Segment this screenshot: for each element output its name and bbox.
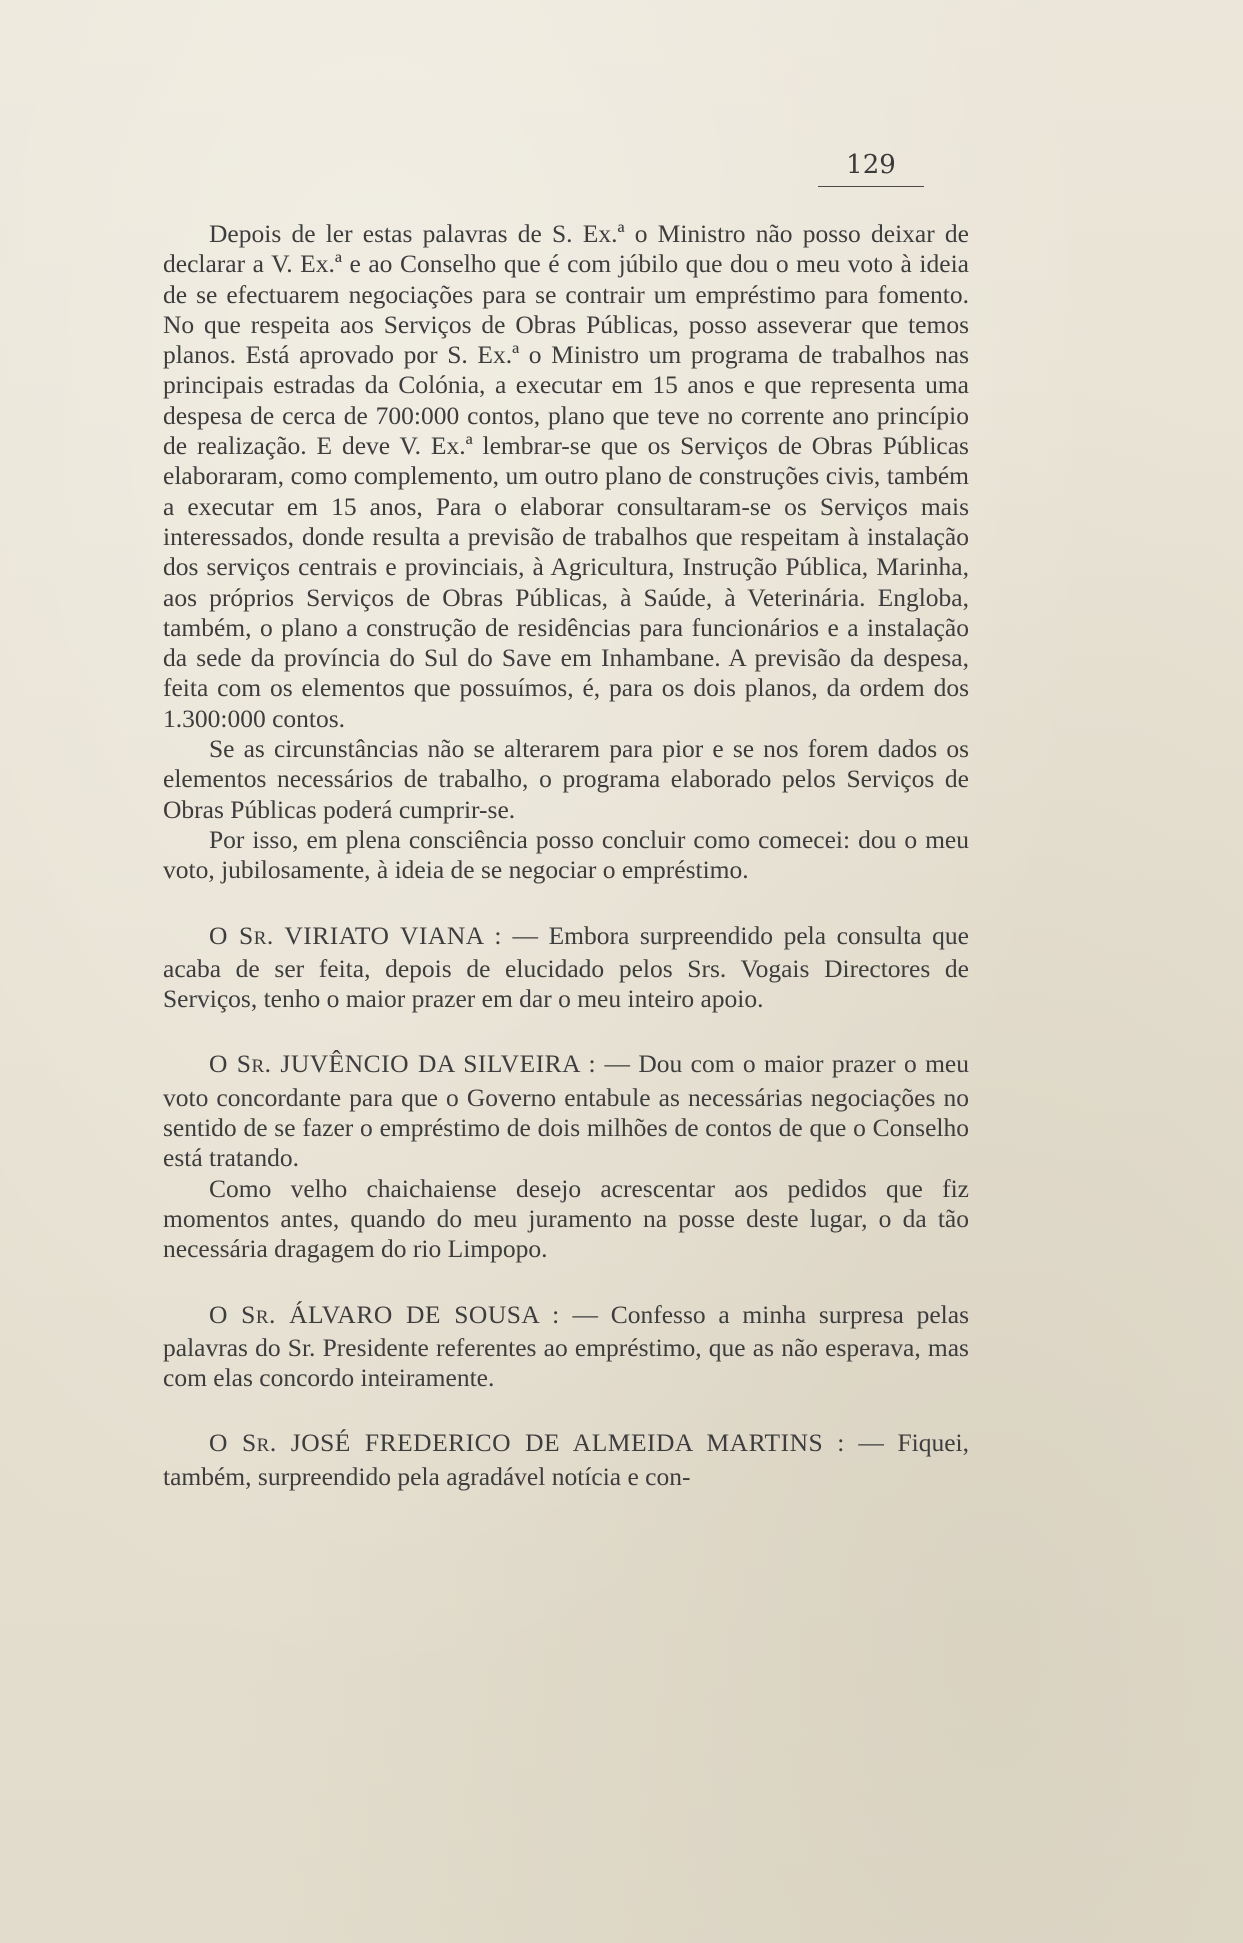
speech-text: — Dou com o maior prazer o meu voto concordante para que o Governo entabule as necessárias negociações no sentido de se fazer o empréstimo de dois milhões de contos de que o Conselho está tratando. (163, 1049, 969, 1173)
document-body (163, 219, 969, 1492)
paragraph-obras-publicas: Depois de ler estas palavras de S. Ex.ª o Ministro não posso deixar de declarar a V. Ex.ª e ao Conselho que é com júbilo que dou o meu voto à ideia de se efectuarem negociações para se contrair um empréstimo para fomento. No que respeita aos Serviços de Obras Públicas, posso asseverar que temos planos. Está aprovado por S. Ex.ª o Ministro um programa de trabalhos nas principais estradas da Colónia, a executar em 15 anos e que representa uma despesa de cerca de 700:000 contos, plano que teve no corrente ano princípio de realização. E deve V. Ex.ª lembrar-se que os Serviços de Obras Públicas elaboraram, como complemento, um outro plano de construções civis, também a executar em 15 anos, Para o elaborar consultaram-se os Serviços mais interessados, donde resulta a previsão de trabalhos que respeitam à instalação dos serviços centrais e provinciais, à Agricultura, Instrução Pública, Marinha, aos próprios Serviços de Obras Públicas, à Saúde, à Veterinária. Engloba, também, o plano a construção de residências para funcionários e a instalação da sede da província do Sul do Save em Inhambane. A previsão da despesa, feita com os elementos que possuímos, é, para os dois planos, da ordem dos 1.300:000 contos. (163, 219, 969, 733)
paragraph-limpopo: Como velho chaichaiense desejo acrescentar aos pedidos que fiz momentos antes, quando do meu juramento na posse deste lugar, o da tão necessária dragagem do rio Limpopo. (163, 1173, 969, 1264)
speaker-name: O SR. VIRIATO VIANA : (209, 920, 502, 950)
speech-juvencio-da-silveira (163, 1049, 969, 1173)
speaker-name: O SR. ÁLVARO DE SOUSA : (209, 1299, 560, 1329)
speaker-name: O SR. JUVÊNCIO DA SILVEIRA : (209, 1049, 597, 1079)
speech-text: — Confesso a minha surpresa pelas palavras do Sr. Presidente referentes ao empréstimo, que as não esperava, mas com elas concordo inteiramente. (163, 1299, 969, 1393)
paragraph-conclusao: Por isso, em plena consciência posso concluir como comecei: dou o meu voto, jubilosamente, à ideia de se negociar o empréstimo. (163, 824, 969, 885)
speech-jose-frederico-de-almeida-martins (163, 1428, 969, 1492)
paragraph-circunstancias: Se as circunstâncias não se alterarem para pior e se nos forem dados os elementos necessários de trabalho, o programa elaborado pelos Serviços de Obras Públicas poderá cumprir-se. (163, 734, 969, 824)
speech-alvaro-de-sousa (163, 1300, 969, 1394)
speech-text: — Fiquei, também, surpreendido pela agradável notícia e con- (163, 1428, 970, 1491)
speech-viriato-viana (163, 921, 969, 1015)
speaker-name: O SR. JOSÉ FREDERICO DE ALMEIDA MARTINS : (209, 1428, 845, 1458)
page-number: 129 (818, 150, 924, 187)
speech-text: — Embora surpreendido pela consulta que acaba de ser feita, depois de elucidado pelos Srs. Vogais Directores de Serviços, tenho o maior prazer em dar o meu inteiro apoio. (163, 920, 969, 1014)
